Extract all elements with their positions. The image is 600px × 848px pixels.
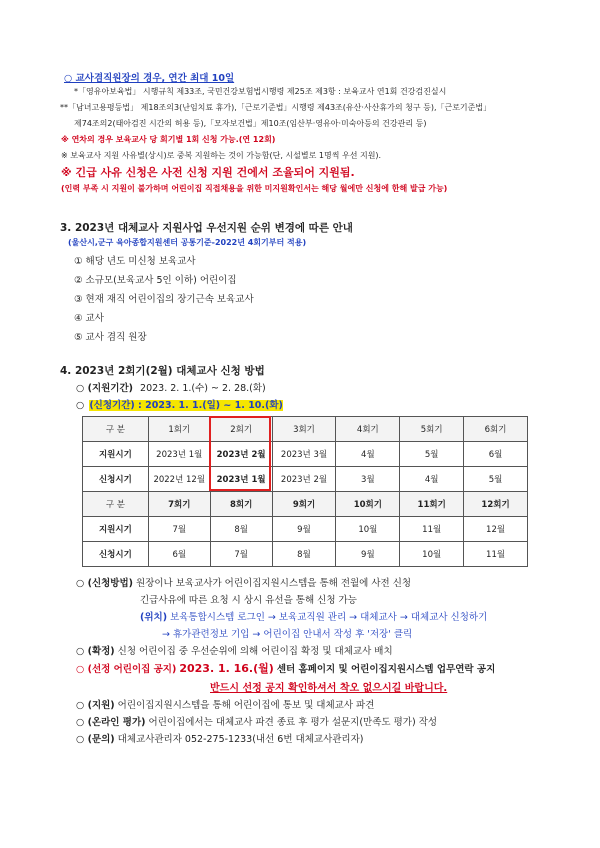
duplicate-support-note: ※ 보육교사 지원 사유별(상시)로 중복 지원하는 것이 가능함(단, 시설별로 1명씩 우선 지원). xyxy=(61,151,382,160)
apply-period-mark: ○ xyxy=(76,400,85,411)
eval-line xyxy=(76,714,437,728)
table-cell: 2023년 1월 xyxy=(210,467,272,492)
contact-line xyxy=(76,731,364,745)
table-cell: 11월 xyxy=(400,517,464,542)
table-cell: 2023년 3월 xyxy=(272,442,336,467)
urgent-request-note: ※ 긴급 사유 신청은 사전 신청 지원 건에서 조율되어 지원됨. xyxy=(61,166,355,179)
table-cell: 지원시기 xyxy=(83,442,149,467)
priority-item: ④ 교사 xyxy=(74,313,104,324)
table-cell: 9월 xyxy=(336,542,400,567)
shortage-note: (인력 부족 시 지원이 불가하며 어린이집 직접채용을 위한 미지원확인서는 해당 월에만 신청에 한해 발급 가능) xyxy=(61,184,448,193)
table-cell: 2022년 12월 xyxy=(148,467,210,492)
table-cell: 7월 xyxy=(210,542,272,567)
method-line xyxy=(76,575,411,589)
table-cell: 5회기 xyxy=(400,417,464,442)
notice-label: ○ (선정 어린이집 공지) xyxy=(76,664,177,675)
table-cell: 신청시기 xyxy=(83,542,149,567)
table-cell: 10월 xyxy=(336,517,400,542)
confirm-line xyxy=(76,643,393,657)
table-row xyxy=(83,517,528,542)
table-cell: 7월 xyxy=(148,517,210,542)
annual-leave-note: ※ 연차의 경우 보육교사 당 회기별 1회 신청 가능.(연 12회) xyxy=(61,135,276,144)
support-line xyxy=(76,697,374,711)
table-row xyxy=(83,442,528,467)
table-cell: 11회기 xyxy=(400,492,464,517)
table-cell: 5월 xyxy=(400,442,464,467)
table-cell: 6월 xyxy=(148,542,210,567)
table-cell: 9월 xyxy=(272,517,336,542)
table-cell: 4월 xyxy=(336,442,400,467)
apply-period-text: (신청기간) : 2023. 1. 1.(일) ~ 1. 10.(화) xyxy=(89,400,283,411)
confirm-text: 신청 어린이집 중 우선순위에 의해 어린이집 확정 및 대체교사 배치 xyxy=(117,646,393,657)
eval-text: 어린이집에서는 대체교사 파견 종료 후 평가 설문지(만족도 평가) 작성 xyxy=(148,717,438,728)
table-cell: 1회기 xyxy=(148,417,210,442)
schedule-table xyxy=(82,416,528,567)
table-cell: 12월 xyxy=(464,517,528,542)
method-label: ○ (신청방법) xyxy=(76,578,133,589)
table-cell: 8월 xyxy=(272,542,336,567)
table-cell: 8월 xyxy=(210,517,272,542)
section3-note: (울산시,군구 육아종합지원센터 공통기준-2022년 4회기부터 적용) xyxy=(68,238,307,247)
method-text: 원장이나 보육교사가 어린이집지원시스템을 통해 전월에 사전 신청 xyxy=(136,578,412,589)
location-label: (위치) xyxy=(140,612,168,623)
support-label: ○ (지원) xyxy=(76,700,115,711)
table-cell: 3회기 xyxy=(272,417,336,442)
location-line xyxy=(140,609,487,623)
table-cell: 지원시기 xyxy=(83,517,149,542)
priority-item: ① 해당 년도 미신청 보육교사 xyxy=(74,256,196,267)
table-row xyxy=(83,542,528,567)
footnote-line: 제74조의2(태아검진 시간의 허용 등),「모자보건법」제10조(임산부·영유아·미숙아등의 건강관리 등) xyxy=(74,119,427,128)
table-cell: 7회기 xyxy=(148,492,210,517)
notice-warning: 반드시 선정 공지 확인하셔서 착오 없으시길 바랍니다. xyxy=(210,683,448,694)
table-cell: 2023년 2월 xyxy=(210,442,272,467)
staff-director-note: ○ 교사겸직원장의 경우, 연간 최대 10일 xyxy=(64,73,235,84)
contact-label: ○ (문의) xyxy=(76,734,115,745)
table-cell: 9회기 xyxy=(272,492,336,517)
notice-line xyxy=(76,660,495,676)
table-cell: 2회기 xyxy=(210,417,272,442)
apply-period xyxy=(76,397,283,411)
support-period xyxy=(76,380,266,394)
table-row xyxy=(83,467,528,492)
notice-date: 2023. 1. 16.(월) xyxy=(179,662,274,675)
table-cell: 구 분 xyxy=(83,417,149,442)
table-cell: 구 분 xyxy=(83,492,149,517)
table-cell: 6회기 xyxy=(464,417,528,442)
table-cell: 2023년 1월 xyxy=(148,442,210,467)
method-urgent: 긴급사유에 따른 요청 시 상시 유선을 통해 신청 가능 xyxy=(140,595,357,606)
table-cell: 6월 xyxy=(464,442,528,467)
table-cell: 5월 xyxy=(464,467,528,492)
table-cell: 2023년 2월 xyxy=(272,467,336,492)
table-row xyxy=(83,492,528,517)
table-cell: 3월 xyxy=(336,467,400,492)
section4-heading: 4. 2023년 2회기(2월) 대체교사 신청 방법 xyxy=(60,365,265,377)
table-row xyxy=(83,417,528,442)
priority-item: ⑤ 교사 겸직 원장 xyxy=(74,332,147,343)
location-line-2: → 휴가관련정보 기입 → 어린이집 안내서 작성 후 '저장' 클릭 xyxy=(162,629,413,640)
support-period-label: ○ (지원기간) xyxy=(76,383,133,394)
footnote-line: **「남녀고용평등법」 제18조의3(난임치료 휴가),「근로기준법」시행령 제43조(유산·사산휴가의 청구 등),「근로기준법」 xyxy=(60,103,492,112)
table-cell: 10월 xyxy=(400,542,464,567)
location-text: 보육통합시스템 로그인 → 보육교직원 관리 → 대체교사 → 대체교사 신청하기 xyxy=(170,612,488,623)
table-cell: 11월 xyxy=(464,542,528,567)
table-cell: 4회기 xyxy=(336,417,400,442)
contact-text: 대체교사관리자 052-275-1233(내선 6번 대체교사관리자) xyxy=(117,734,364,745)
table-cell: 4월 xyxy=(400,467,464,492)
table-cell: 12회기 xyxy=(464,492,528,517)
current-round-highlight xyxy=(209,416,271,491)
eval-label: ○ (온라인 평가) xyxy=(76,717,146,728)
table-cell: 신청시기 xyxy=(83,467,149,492)
footnote-line: *「영유아보육법」 시행규칙 제33조, 국민건강보험법시행령 제25조 제3항 : 보육교사 연1회 건강검진실시 xyxy=(74,87,447,96)
confirm-label: ○ (확정) xyxy=(76,646,115,657)
table-cell: 8회기 xyxy=(210,492,272,517)
priority-item: ③ 현재 재직 어린이집의 장기근속 보육교사 xyxy=(74,294,254,305)
notice-text: 센터 홈페이지 및 어린이집지원시스템 업무연락 공지 xyxy=(276,664,496,675)
support-period-value: 2023. 2. 1.(수) ~ 2. 28.(화) xyxy=(140,383,266,394)
priority-item: ② 소규모(보육교사 5인 이하) 어린이집 xyxy=(74,275,237,286)
table-cell: 10회기 xyxy=(336,492,400,517)
support-text: 어린이집지원시스템을 통해 어린이집에 통보 및 대체교사 파견 xyxy=(117,700,375,711)
section3-heading: 3. 2023년 대체교사 지원사업 우선지원 순위 변경에 따른 안내 xyxy=(60,222,353,234)
